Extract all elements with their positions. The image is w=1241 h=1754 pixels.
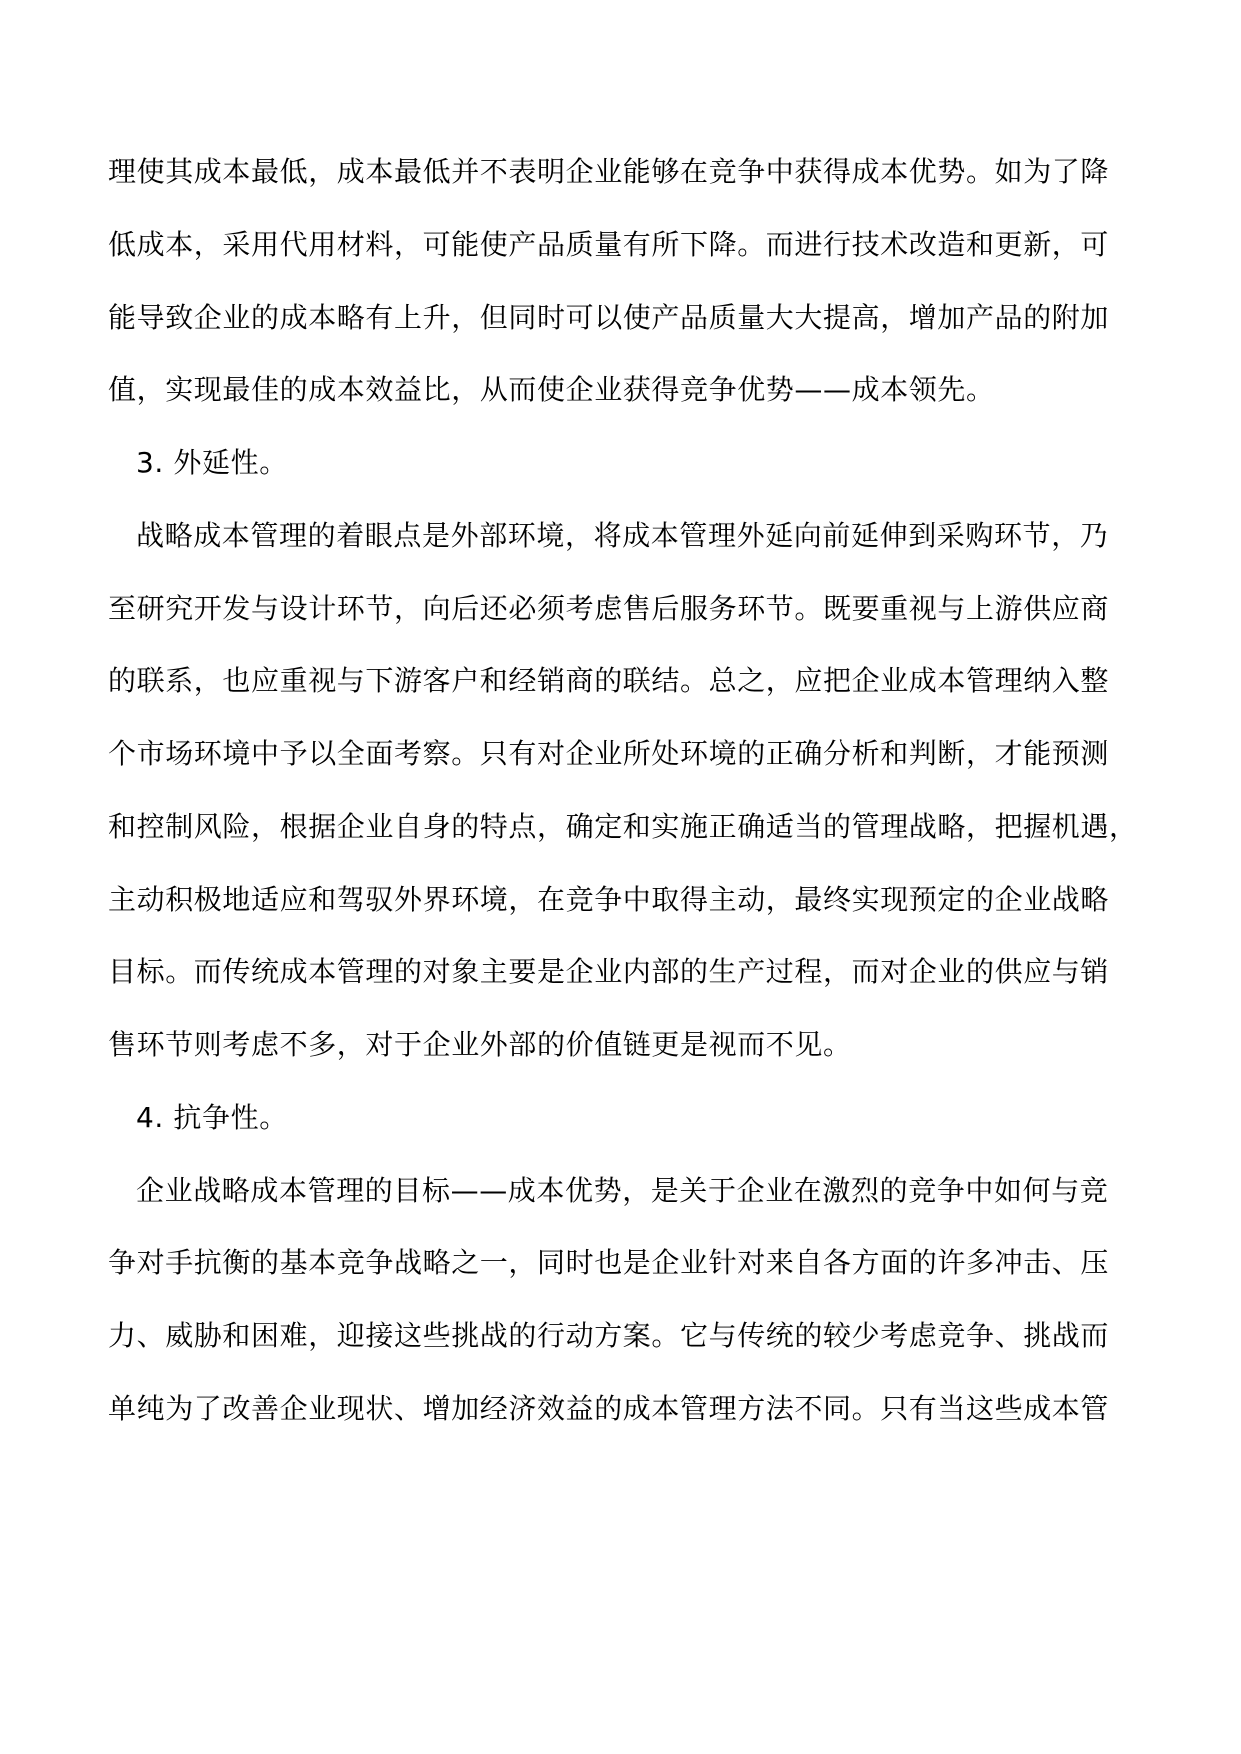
paragraph-3-line-3: 力、威胁和困难，迎接这些挑战的行动方案。它与传统的较少考虑竞争、挑战而 [108,1319,1110,1352]
paragraph-2-line-4: 个市场环境中予以全面考察。只有对企业所处环境的正确分析和判断，才能预测 [108,737,1110,770]
paragraph-3-line-2: 争对手抗衡的基本竞争战略之一，同时也是企业针对来自各方面的许多冲击、压 [108,1246,1110,1279]
paragraph-2-line-1: 战略成本管理的着眼点是外部环境，将成本管理外延向前延伸到采购环节，乃 [136,519,1109,552]
paragraph-2-line-6: 主动积极地适应和驾驭外界环境，在竞争中取得主动，最终实现预定的企业战略 [108,883,1110,916]
paragraph-1-line-2: 低成本，采用代用材料，可能使产品质量有所下降。而进行技术改造和更新，可 [108,228,1110,261]
paragraph-2-line-8: 售环节则考虑不多，对于企业外部的价值链更是视而不见。 [108,1028,852,1061]
paragraph-2-line-2: 至研究开发与设计环节，向后还必须考虑售后服务环节。既要重视与上游供应商 [108,592,1110,625]
paragraph-3-line-4: 单纯为了改善企业现状、增加经济效益的成本管理方法不同。只有当这些成本管 [108,1392,1110,1425]
paragraph-2-line-5: 和控制风险，根据企业自身的特点，确定和实施正确适当的管理战略，把握机遇， [108,810,1138,843]
section-heading-3: 3. 外延性。 [136,446,288,479]
section-heading-4: 4. 抗争性。 [136,1101,288,1134]
paragraph-2-line-3: 的联系，也应重视与下游客户和经销商的联结。总之，应把企业成本管理纳入整 [108,664,1110,697]
paragraph-1-line-4: 值，实现最佳的成本效益比，从而使企业获得竞争优势——成本领先。 [108,373,995,406]
paragraph-1-line-1: 理使其成本最低，成本最低并不表明企业能够在竞争中获得成本优势。如为了降 [108,155,1110,188]
paragraph-3-line-1: 企业战略成本管理的目标——成本优势，是关于企业在激烈的竞争中如何与竞 [136,1174,1109,1207]
paragraph-2-line-7: 目标。而传统成本管理的对象主要是企业内部的生产过程，而对企业的供应与销 [108,955,1110,988]
paragraph-1-line-3: 能导致企业的成本略有上升，但同时可以使产品质量大大提高，增加产品的附加 [108,301,1110,334]
